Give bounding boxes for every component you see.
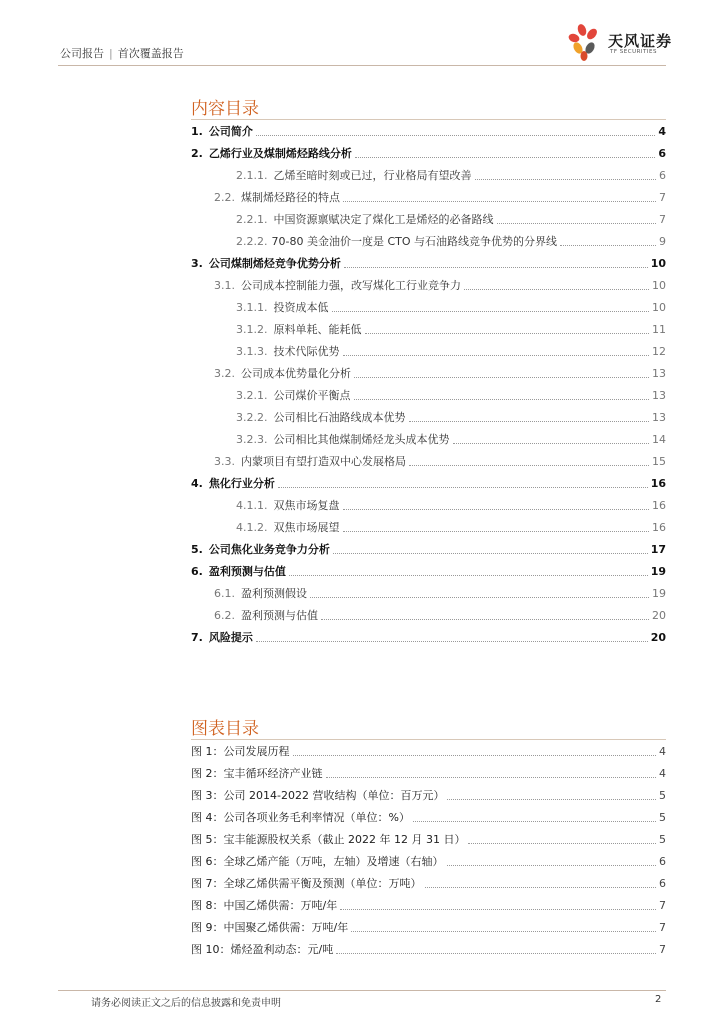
leader-dots bbox=[256, 641, 648, 642]
toc-entry[interactable]: 4.1.2. 双焦市场展望 16 bbox=[236, 521, 666, 534]
leader-dots bbox=[447, 865, 657, 866]
toc-entry[interactable]: 3.1.2. 原料单耗、能耗低 11 bbox=[236, 323, 666, 336]
leader-dots bbox=[310, 597, 649, 598]
leader-dots bbox=[336, 953, 656, 954]
leader-dots bbox=[343, 355, 650, 356]
leader-dots bbox=[409, 465, 649, 466]
toc-entry[interactable]: 3.2. 公司成本优势量化分析 13 bbox=[214, 367, 666, 380]
header-divider bbox=[58, 65, 666, 66]
leader-dots bbox=[333, 553, 648, 554]
leader-dots bbox=[425, 887, 657, 888]
leader-dots bbox=[497, 223, 657, 224]
figure-entry[interactable]: 图 1：公司发展历程 4 bbox=[191, 745, 666, 758]
figures-title-underline bbox=[191, 739, 666, 740]
leader-dots bbox=[560, 245, 656, 246]
toc-entry[interactable]: 1. 公司简介 4 bbox=[191, 125, 666, 138]
toc-entry[interactable]: 2.2. 煤制烯烃路径的特点 7 bbox=[214, 191, 666, 204]
toc-title bbox=[191, 94, 259, 119]
leader-dots bbox=[464, 289, 649, 290]
leader-dots bbox=[321, 619, 649, 620]
leader-dots bbox=[365, 333, 650, 334]
toc-entry[interactable]: 2.2.2. 70-80 美金油价一度是 CTO 与石油路线竞争优势的分界线 9 bbox=[236, 235, 666, 248]
page-number: 2 bbox=[655, 994, 662, 1005]
toc-entry[interactable]: 6.1. 盈利预测假设 19 bbox=[214, 587, 666, 600]
leader-dots bbox=[293, 755, 657, 756]
leader-dots bbox=[409, 421, 650, 422]
leader-dots bbox=[332, 311, 650, 312]
figure-entry[interactable]: 图 3：公司 2014-2022 营收结构（单位：百万元） 5 bbox=[191, 789, 666, 802]
figure-entry[interactable]: 图 8：中国乙烯供需：万吨/年 7 bbox=[191, 899, 666, 912]
figure-entry[interactable]: 图 6：全球乙烯产能（万吨，左轴）及增速（右轴） 6 bbox=[191, 855, 666, 868]
toc-title-text: 内容目录 bbox=[191, 99, 259, 119]
logo-name: 天风证券 bbox=[608, 32, 673, 50]
leader-dots bbox=[447, 799, 656, 800]
figures-title bbox=[191, 714, 259, 739]
figure-entry[interactable]: 图 10：烯烃盈利动态：元/吨 7 bbox=[191, 943, 666, 956]
leader-dots bbox=[340, 909, 656, 910]
leader-dots bbox=[475, 179, 657, 180]
flower-logo-icon bbox=[568, 22, 604, 62]
toc-entry[interactable]: 3.1.1. 投资成本低 10 bbox=[236, 301, 666, 314]
leader-dots bbox=[354, 377, 649, 378]
figure-entry[interactable]: 图 7：全球乙烯供需平衡及预测（单位：万吨） 6 bbox=[191, 877, 666, 890]
toc-entry[interactable]: 5. 公司焦化业务竞争力分析 17 bbox=[191, 543, 666, 556]
toc-entry[interactable]: 3.1.3. 技术代际优势 12 bbox=[236, 345, 666, 358]
footer-disclaimer: 请务必阅读正文之后的信息披露和免责申明 bbox=[91, 998, 281, 1009]
figure-entry[interactable]: 图 2：宝丰循环经济产业链 4 bbox=[191, 767, 666, 780]
toc-entry[interactable]: 3. 公司煤制烯烃竞争优势分析 10 bbox=[191, 257, 666, 270]
header-separator: | bbox=[109, 47, 113, 60]
figure-entry[interactable]: 图 4：公司各项业务毛利率情况（单位：%） 5 bbox=[191, 811, 666, 824]
leader-dots bbox=[355, 157, 656, 158]
toc-entry[interactable]: 4. 焦化行业分析 16 bbox=[191, 477, 666, 490]
toc-entry[interactable]: 3.1. 公司成本控制能力强，改写煤化工行业竞争力 10 bbox=[214, 279, 666, 292]
leader-dots bbox=[344, 267, 648, 268]
leader-dots bbox=[289, 575, 648, 576]
toc-entry[interactable]: 6.2. 盈利预测与估值 20 bbox=[214, 609, 666, 622]
toc-entry[interactable]: 3.2.1. 公司煤价平衡点 13 bbox=[236, 389, 666, 402]
logo-subtitle: TF SECURITIES bbox=[610, 49, 657, 55]
leader-dots bbox=[354, 399, 650, 400]
toc-entry[interactable]: 2. 乙烯行业及煤制烯烃路线分析 6 bbox=[191, 147, 666, 160]
company-logo bbox=[568, 22, 678, 62]
leader-dots bbox=[453, 443, 650, 444]
toc-entry[interactable]: 4.1.1. 双焦市场复盘 16 bbox=[236, 499, 666, 512]
footer-divider bbox=[58, 990, 666, 991]
report-type-header bbox=[60, 45, 184, 61]
toc-entry[interactable]: 3.3. 内蒙项目有望打造双中心发展格局 15 bbox=[214, 455, 666, 468]
toc-entry[interactable]: 2.2.1. 中国资源禀赋决定了煤化工是烯烃的必备路线 7 bbox=[236, 213, 666, 226]
toc-entry[interactable]: 3.2.3. 公司相比其他煤制烯烃龙头成本优势 14 bbox=[236, 433, 666, 446]
toc-entry[interactable]: 6. 盈利预测与估值 19 bbox=[191, 565, 666, 578]
leader-dots bbox=[343, 201, 656, 202]
leader-dots bbox=[468, 843, 656, 844]
toc-entry[interactable]: 2.1.1. 乙烯至暗时刻或已过，行业格局有望改善 6 bbox=[236, 169, 666, 182]
leader-dots bbox=[326, 777, 657, 778]
toc-entry[interactable]: 7. 风险提示 20 bbox=[191, 631, 666, 644]
leader-dots bbox=[413, 821, 656, 822]
leader-dots bbox=[351, 931, 656, 932]
leader-dots bbox=[343, 509, 650, 510]
leader-dots bbox=[278, 487, 648, 488]
report-subtype: 首次覆盖报告 bbox=[117, 47, 184, 60]
figure-entry[interactable]: 图 9：中国聚乙烯供需：万吨/年 7 bbox=[191, 921, 666, 934]
toc-entry[interactable]: 3.2.2. 公司相比石油路线成本优势 13 bbox=[236, 411, 666, 424]
figure-entry[interactable]: 图 5：宝丰能源股权关系（截止 2022 年 12 月 31 日） 5 bbox=[191, 833, 666, 846]
leader-dots bbox=[343, 531, 650, 532]
toc-title-underline bbox=[191, 119, 666, 120]
figures-title-text: 图表目录 bbox=[191, 719, 259, 739]
report-type: 公司报告 bbox=[60, 47, 104, 60]
leader-dots bbox=[256, 135, 656, 136]
